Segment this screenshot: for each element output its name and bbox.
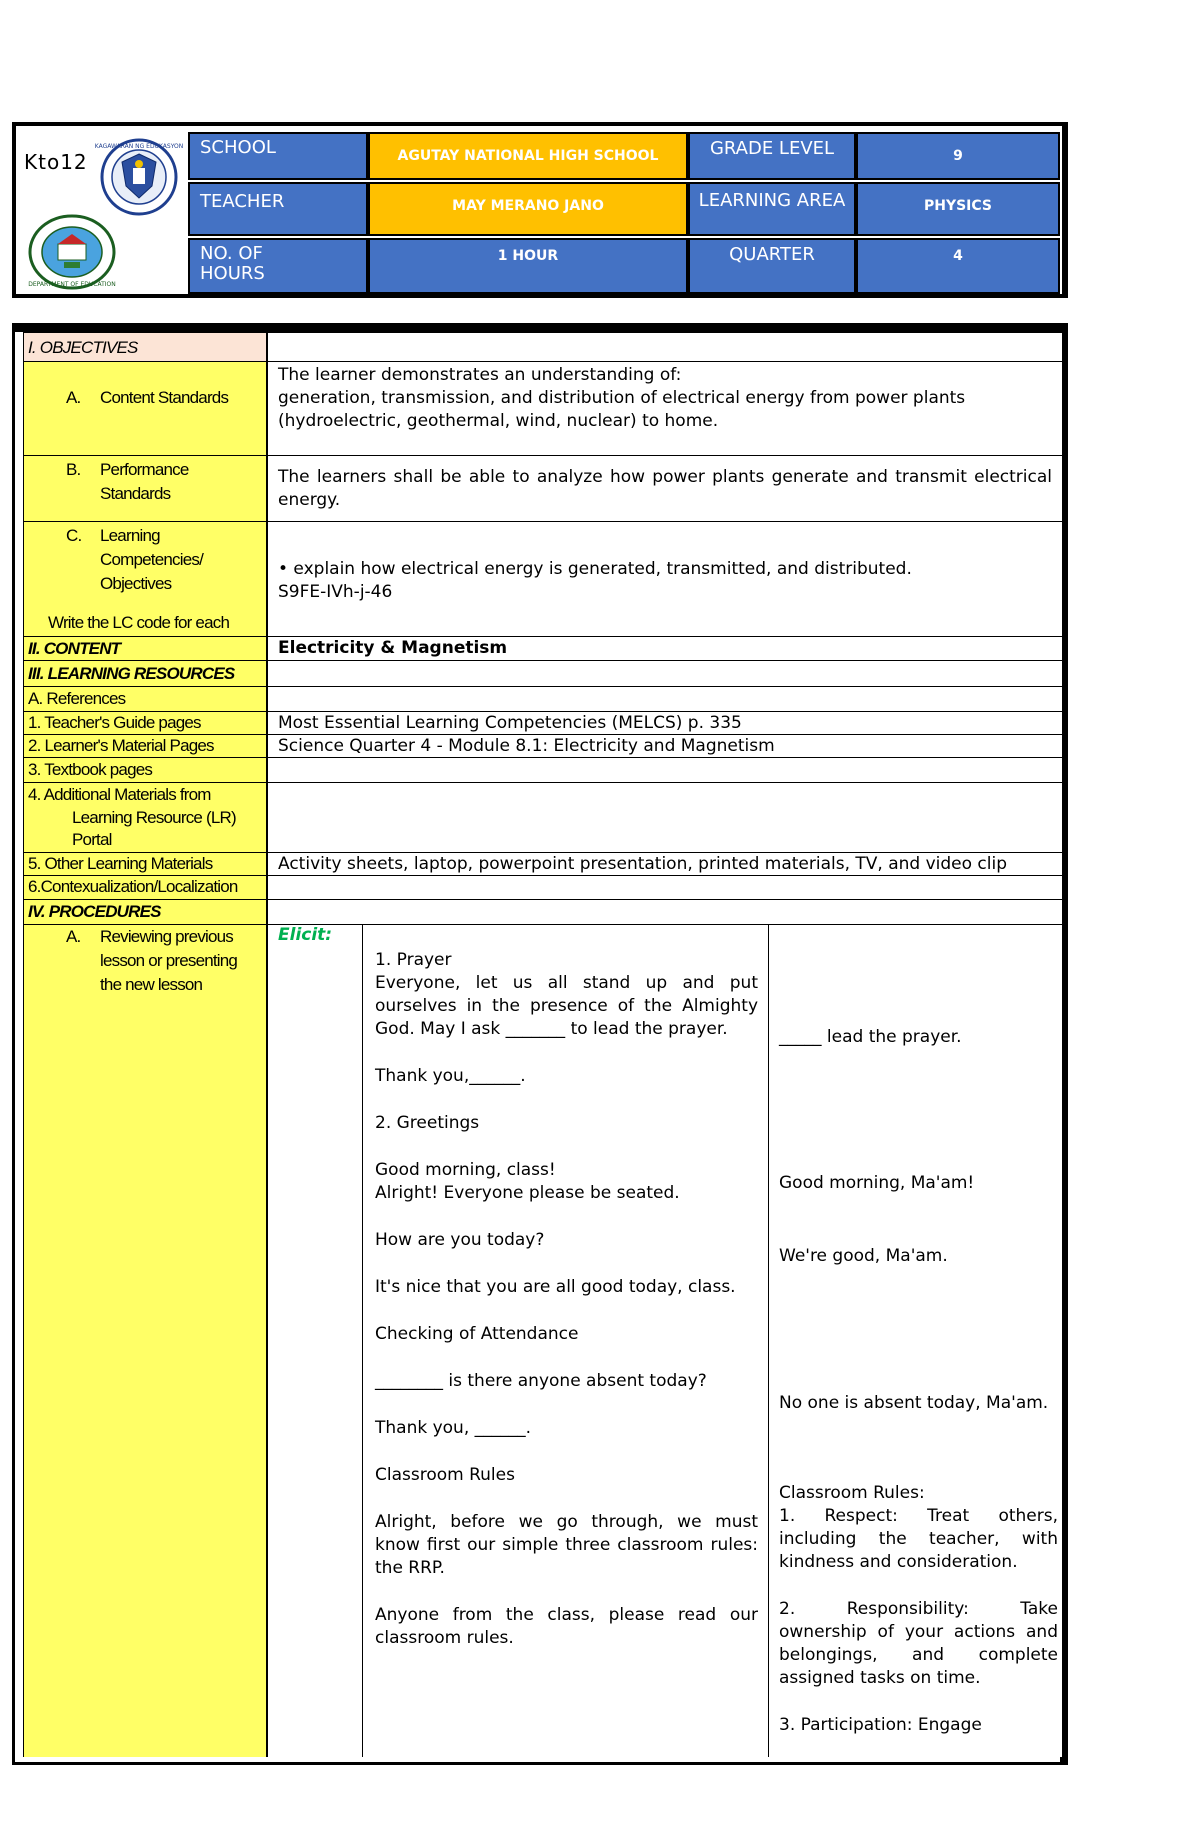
contextualization-row: 6.Contexualization/Localization bbox=[23, 876, 1062, 900]
objectives-row bbox=[23, 332, 1062, 362]
procedures-row: IV. PROCEDURES bbox=[23, 900, 1062, 925]
svg-text:KAGAWARAN NG EDUKASYON: KAGAWARAN NG EDUKASYON bbox=[94, 143, 184, 150]
kto12-logo-text: Kto12 bbox=[24, 150, 88, 174]
teacher-value-cell: MAY MERANO JANO bbox=[368, 182, 688, 236]
performance-standards-text: The learners shall be able to analyze how power plants generate and transmit electrical energy. bbox=[278, 467, 1052, 510]
hours-label-cell: NO. OF HOURS bbox=[188, 238, 368, 294]
references-row: A. References bbox=[23, 687, 1062, 712]
hours-value-cell: 1 HOUR bbox=[368, 238, 688, 294]
lesson-plan-header bbox=[12, 122, 1068, 298]
learning-resources-row: III. LEARNING RESOURCES bbox=[23, 661, 1062, 687]
area-value-cell: PHYSICS bbox=[856, 182, 1060, 236]
logo-area bbox=[16, 126, 188, 294]
additional-materials-row: 4. Additional Materials from Learning Resource (LR) Portal bbox=[23, 783, 1062, 853]
grade-value-cell: 9 bbox=[856, 132, 1060, 180]
school-value-cell: AGUTAY NATIONAL HIGH SCHOOL bbox=[368, 132, 688, 180]
lesson-plan-table bbox=[12, 323, 1068, 1765]
content-value: Electricity & Magnetism bbox=[278, 638, 508, 658]
textbook-row: 3. Textbook pages bbox=[23, 758, 1062, 783]
deped-seal-icon bbox=[94, 138, 184, 216]
content-standards-row: A. Content Standards The learner demonstrates an understanding of: generation, transmission, and distribution of electrical energy from power plants (hydroelectric, geothermal, wind, nuclear) to home. bbox=[23, 362, 1062, 456]
svg-text:DEPARTMENT OF EDUCATION: DEPARTMENT OF EDUCATION bbox=[28, 281, 116, 288]
learning-competencies-row: C. Learning Competencies/ Objectives Write the LC code for each • explain how electrical energy is generated, transmitted, and distributed. S9FE-IVh-j-46 bbox=[23, 522, 1062, 637]
other-materials-row: 5. Other Learning Materials Activity sheets, laptop, powerpoint presentation, printed materials, TV, and video clip bbox=[23, 853, 1062, 876]
lc-code: S9FE-IVh-j-46 bbox=[278, 582, 393, 602]
division-seal-icon bbox=[28, 214, 116, 290]
student-activity-column: _____ lead the prayer. Good morning, Ma'am! We're good, Ma'am. No one is absent today, Ma'am. Classroom Rules: 1. Respect: Treat others, including the teacher, with kindness and consideration. 2. Responsibility: Take ownership of your actions and belongings, and complete assigned tasks on time. 3. Participation: Engage bbox=[779, 1027, 1058, 1735]
phase-column bbox=[268, 925, 363, 1757]
elicit-label: Elicit: bbox=[278, 925, 333, 945]
teacher-activity-column: 1. Prayer Everyone, let us all stand up and put ourselves in the presence of the Almighty God. May I ask _______ to lead the prayer. Thank you,______. 2. Greetings Good morning, class! Alright! Everyone please be seated. How are you today? It's nice that you are all good today, class. Checking of Attendance ________ is there anyone absent today? Thank you, ______. Classroom Rules Alright, before we go through, we must know first our simple three classroom rules: the RRP. Anyone from the class, please read our classroom rules. bbox=[363, 925, 769, 1757]
school-label-cell: SCHOOL bbox=[188, 132, 368, 180]
quarter-value-cell: 4 bbox=[856, 238, 1060, 294]
learners-material-row: 2. Learner's Material Pages Science Quarter 4 - Module 8.1: Electricity and Magnetism bbox=[23, 735, 1062, 758]
teacher-label-cell: TEACHER bbox=[188, 182, 368, 236]
reviewing-lesson-row: A. Reviewing previous lesson or presenting the new lesson Elicit: 1. Prayer Everyone, let us all stand up and put ourselves in the presence of the Almighty God. May I ask _______ to lead the prayer. Thank you,______. 2. Greetings Good morning, class! Alright! Everyone please be seated. How are you today? It's nice that you are all good today, class. Checking of Attendance ________ is there anyone absent today? Thank you, ______. Classroom Rules Alright, before we go through, we must know first our simple three classroom rules: the RRP. Anyone from the class, please read our classroom rules. _____ lead the prayer. Good morning, Ma'am! We're good, Ma'am. No one is absent today, Ma'am. Classroom Rules: 1. Respect: Treat others, including the teacher, with kindness and consideration. 2. Responsibility: Take ownership of your actions and belongings, and complete assigned tasks on time. 3. Participation: Engage bbox=[23, 925, 1062, 1757]
performance-standards-row: B. Performance Standards The learners shall be able to analyze how power plants generate and transmit electrical energy. bbox=[23, 456, 1062, 522]
grade-label-cell: GRADE LEVEL bbox=[688, 132, 856, 180]
teachers-guide-row: 1. Teacher's Guide pages Most Essential Learning Competencies (MELCS) p. 335 bbox=[23, 712, 1062, 735]
area-label-cell: LEARNING AREA bbox=[688, 182, 856, 236]
quarter-label-cell: QUARTER bbox=[688, 238, 856, 294]
content-standards-label: Content Standards bbox=[100, 388, 229, 407]
content-row: II. CONTENT Electricity & Magnetism bbox=[23, 637, 1062, 661]
objectives-title: I. OBJECTIVES bbox=[28, 338, 138, 357]
